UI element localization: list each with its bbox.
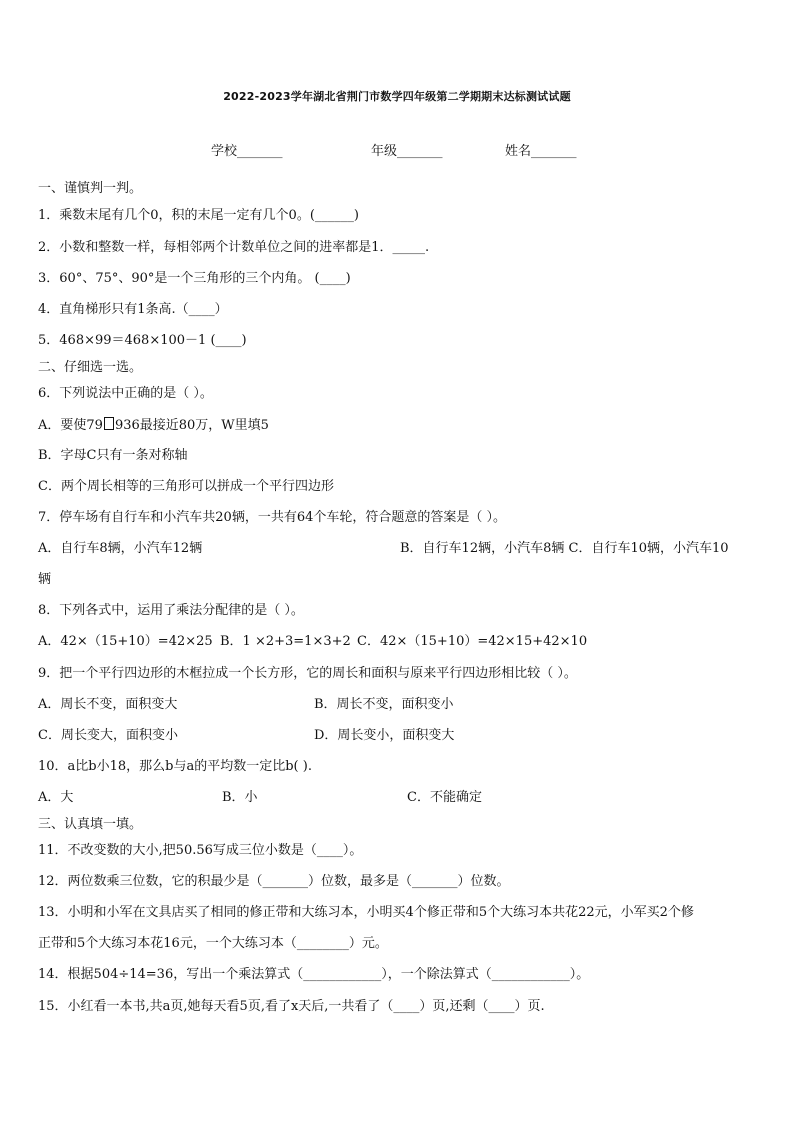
- blank-box-icon: [104, 417, 114, 430]
- question-13-line-1: 13．小明和小军在文具店买了相同的修正带和大练习本，小明买4个修正带和5个大练习本共花22元，小军买2个修: [38, 905, 694, 920]
- question-9-option-d: D．周长变小，面积变大: [314, 728, 455, 743]
- section-heading-judge: 一、谨慎判一判。: [38, 181, 143, 196]
- question-1: 1．乘数末尾有几个0，积的末尾一定有几个0。(______): [38, 208, 359, 223]
- option-a-suffix: 936最接近80万，W里填5: [114, 418, 269, 433]
- question-7-option-a: A．自行车8辆，小汽车12辆: [38, 541, 203, 556]
- question-9-option-a: A．周长不变，面积变大: [38, 697, 178, 712]
- question-8-option-b: B．1 ×2+3=1×3+2: [220, 634, 351, 649]
- question-2: 2．小数和整数一样，每相邻两个计数单位之间的进率都是1．_____.: [38, 240, 430, 255]
- question-8-option-c: C．42×（15+10）=42×15+42×10: [357, 634, 588, 649]
- question-10-option-c: C．不能确定: [407, 790, 482, 805]
- page-title: 2022-2023学年湖北省荆门市数学四年级第二学期期末达标测试试题: [223, 90, 571, 103]
- question-15: 15．小红看一本书,共a页,她每天看5页,看了x天后,一共看了（____）页,还剩（____）页.: [38, 999, 545, 1014]
- section-heading-fill: 三、认真填一填。: [38, 817, 143, 832]
- question-10-option-a: A．大: [38, 790, 74, 805]
- question-7-wrap: 辆: [38, 572, 52, 587]
- question-14: 14．根据504÷14=36，写出一个乘法算式（____________），一个除法算式（____________）。: [38, 967, 590, 982]
- question-10-option-b: B．小: [222, 790, 258, 805]
- question-6-stem: 6．下列说法中正确的是（ ）。: [38, 386, 213, 401]
- section-heading-choose: 二、仔细选一选。: [38, 360, 143, 375]
- question-7-option-bc: B．自行车12辆，小汽车8辆 C．自行车10辆，小汽车10: [400, 541, 729, 556]
- question-6-option-c: C．两个周长相等的三角形可以拼成一个平行四边形: [38, 479, 334, 494]
- question-9-option-b: B．周长不变，面积变小: [314, 697, 454, 712]
- school-field: 学校_______: [211, 144, 283, 159]
- question-13-line-2: 正带和5个大练习本花16元，一个大练习本（________）元。: [38, 936, 388, 951]
- question-6-option-a: [38, 417, 269, 434]
- option-a-prefix: A．要使79: [38, 418, 103, 433]
- question-10-stem: 10．a比b小18，那么b与a的平均数一定比b( ).: [38, 759, 312, 774]
- name-field: 姓名_______: [505, 144, 577, 159]
- question-6-option-b: B．字母C只有一条对称轴: [38, 448, 188, 463]
- question-12: 12．两位数乘三位数，它的积最少是（_______）位数，最多是（_______）位数。: [38, 874, 510, 889]
- question-8-option-a: A．42×（15+10）=42×25: [38, 634, 213, 649]
- question-3: 3．60°、75°、90°是一个三角形的三个内角。 (____): [38, 271, 351, 286]
- question-11: 11．不改变数的大小,把50.56写成三位小数是（____）。: [38, 843, 363, 858]
- question-9-stem: 9．把一个平行四边形的木框拉成一个长方形，它的周长和面积与原来平行四边形相比较（ ）。: [38, 666, 577, 681]
- question-4: 4．直角梯形只有1条高.（____）: [38, 302, 228, 317]
- grade-field: 年级_______: [371, 144, 443, 159]
- question-8-stem: 8．下列各式中，运用了乘法分配律的是（ ）。: [38, 603, 304, 618]
- question-7-stem: 7．停车场有自行车和小汽车共20辆，一共有64个车轮，符合题意的答案是（ ）。: [38, 510, 506, 525]
- question-9-option-c: C．周长变大，面积变小: [38, 728, 178, 743]
- question-5: 5．468×99＝468×100－1 (____): [38, 333, 247, 348]
